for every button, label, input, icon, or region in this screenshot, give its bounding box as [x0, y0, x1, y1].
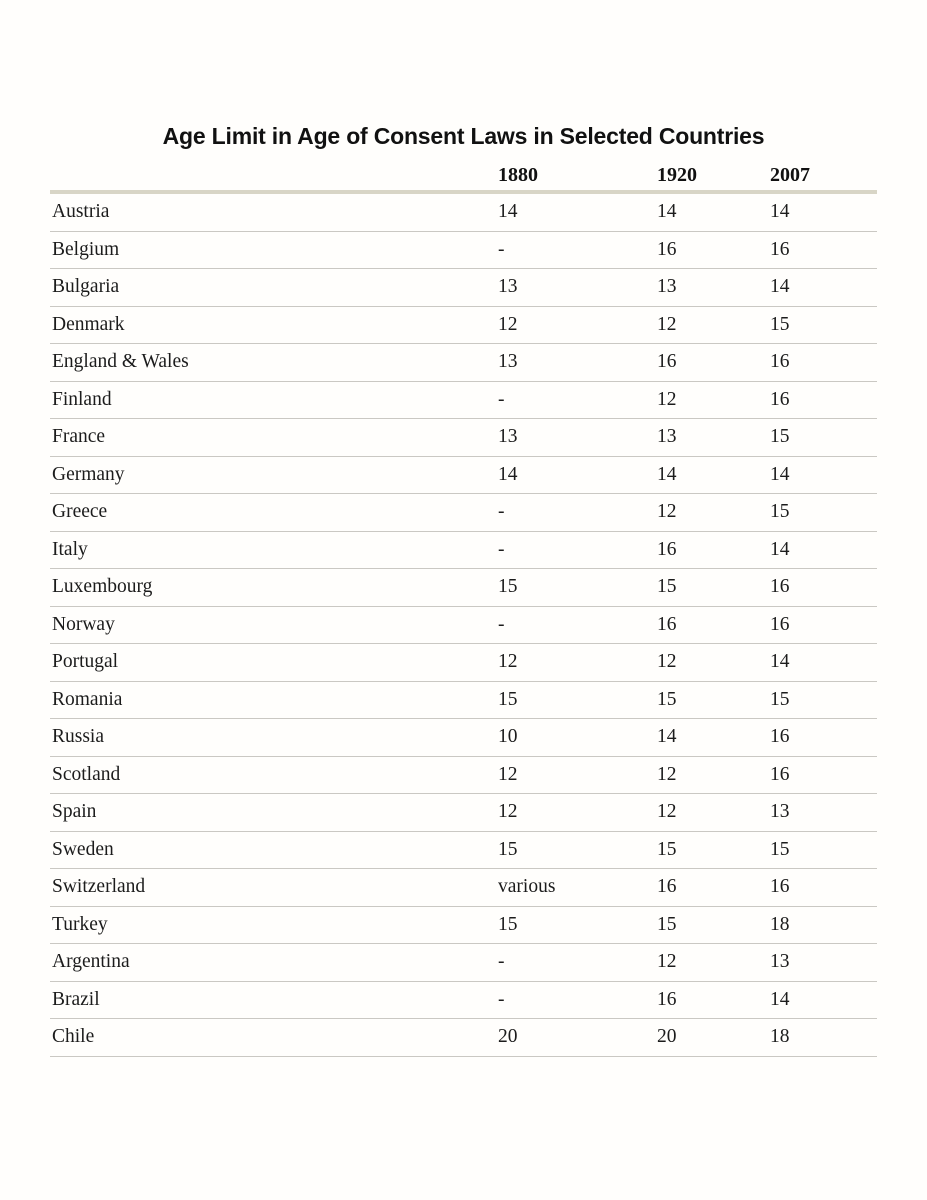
cell-country: Denmark	[52, 313, 125, 335]
cell-1880: 20	[498, 1026, 518, 1048]
cell-1920: 13	[657, 276, 677, 298]
cell-1920: 16	[657, 988, 677, 1010]
cell-1920: 12	[657, 501, 677, 523]
cell-country: England & Wales	[52, 351, 189, 373]
cell-country: Greece	[52, 501, 108, 523]
cell-1880: 13	[498, 276, 518, 298]
table-row	[50, 982, 877, 1020]
table-row	[50, 269, 877, 307]
cell-country: Portugal	[52, 651, 119, 673]
table-row	[50, 607, 877, 645]
table-row	[50, 569, 877, 607]
cell-1880: 12	[498, 763, 518, 785]
cell-1920: 15	[657, 576, 677, 598]
cell-country: Norway	[52, 613, 115, 635]
table-row	[50, 832, 877, 870]
cell-1880: 13	[498, 426, 518, 448]
cell-1920: 12	[657, 388, 677, 410]
cell-1880: -	[498, 501, 505, 523]
cell-1880: 14	[498, 463, 518, 485]
cell-2007: 15	[770, 688, 790, 710]
cell-1920: 12	[657, 801, 677, 823]
cell-2007: 16	[770, 351, 790, 373]
table-row	[50, 232, 877, 270]
header-cell-1920: 1920	[657, 163, 697, 186]
cell-1880: 13	[498, 351, 518, 373]
cell-1880: 15	[498, 913, 518, 935]
cell-1880: -	[498, 388, 505, 410]
cell-1880: -	[498, 988, 505, 1010]
header-cell-2007: 2007	[770, 163, 810, 186]
cell-country: Luxembourg	[52, 576, 153, 598]
cell-country: France	[52, 426, 106, 448]
cell-2007: 14	[770, 201, 790, 223]
cell-1920: 15	[657, 838, 677, 860]
cell-country: Brazil	[52, 988, 100, 1010]
cell-1880: 15	[498, 688, 518, 710]
cell-country: Chile	[52, 1026, 95, 1048]
cell-2007: 18	[770, 913, 790, 935]
table-row	[50, 719, 877, 757]
cell-1920: 16	[657, 538, 677, 560]
cell-1880: 14	[498, 201, 518, 223]
table-row	[50, 419, 877, 457]
cell-1880: various	[498, 876, 556, 898]
cell-country: Austria	[52, 201, 110, 223]
cell-1920: 15	[657, 688, 677, 710]
table-row	[50, 194, 877, 232]
cell-1920: 14	[657, 726, 677, 748]
table-row	[50, 382, 877, 420]
cell-2007: 16	[770, 876, 790, 898]
cell-1920: 16	[657, 613, 677, 635]
table-body	[50, 194, 877, 1057]
cell-1880: -	[498, 538, 505, 560]
cell-2007: 16	[770, 576, 790, 598]
table-row	[50, 907, 877, 945]
cell-country: Finland	[52, 388, 112, 410]
cell-1920: 12	[657, 651, 677, 673]
cell-1920: 12	[657, 763, 677, 785]
table-row	[50, 944, 877, 982]
cell-2007: 16	[770, 763, 790, 785]
cell-1920: 20	[657, 1026, 677, 1048]
cell-country: Romania	[52, 688, 123, 710]
cell-2007: 16	[770, 388, 790, 410]
cell-1880: -	[498, 238, 505, 260]
cell-country: Italy	[52, 538, 88, 560]
cell-1880: 12	[498, 313, 518, 335]
cell-1920: 16	[657, 238, 677, 260]
cell-2007: 16	[770, 613, 790, 635]
cell-2007: 14	[770, 988, 790, 1010]
cell-country: Turkey	[52, 913, 108, 935]
cell-2007: 16	[770, 238, 790, 260]
cell-country: Switzerland	[52, 876, 146, 898]
table-row	[50, 1019, 877, 1057]
table-row	[50, 869, 877, 907]
cell-1920: 14	[657, 463, 677, 485]
cell-2007: 16	[770, 726, 790, 748]
cell-1880: -	[498, 951, 505, 973]
cell-2007: 14	[770, 463, 790, 485]
table-row	[50, 682, 877, 720]
cell-1880: 15	[498, 838, 518, 860]
cell-country: Spain	[52, 801, 97, 823]
cell-1880: 12	[498, 651, 518, 673]
cell-1920: 16	[657, 876, 677, 898]
table-row	[50, 757, 877, 795]
cell-1920: 14	[657, 201, 677, 223]
cell-2007: 13	[770, 801, 790, 823]
cell-1920: 15	[657, 913, 677, 935]
cell-2007: 15	[770, 838, 790, 860]
cell-2007: 14	[770, 538, 790, 560]
cell-country: Germany	[52, 463, 125, 485]
cell-2007: 15	[770, 426, 790, 448]
cell-1920: 16	[657, 351, 677, 373]
cell-2007: 13	[770, 951, 790, 973]
table-row	[50, 794, 877, 832]
cell-country: Sweden	[52, 838, 114, 860]
cell-1920: 13	[657, 426, 677, 448]
table-header-row	[50, 160, 877, 194]
cell-1920: 12	[657, 313, 677, 335]
cell-2007: 15	[770, 501, 790, 523]
cell-2007: 14	[770, 276, 790, 298]
cell-1880: 15	[498, 576, 518, 598]
cell-1880: -	[498, 613, 505, 635]
cell-country: Russia	[52, 726, 105, 748]
cell-2007: 14	[770, 651, 790, 673]
cell-country: Argentina	[52, 951, 130, 973]
table-title: Age Limit in Age of Consent Laws in Selected Countries	[162, 123, 765, 149]
cell-country: Belgium	[52, 238, 120, 260]
cell-country: Scotland	[52, 763, 121, 785]
cell-2007: 15	[770, 313, 790, 335]
header-cell-1880: 1880	[498, 163, 538, 186]
age-of-consent-table	[50, 160, 877, 1057]
table-row	[50, 307, 877, 345]
cell-2007: 18	[770, 1026, 790, 1048]
cell-1920: 12	[657, 951, 677, 973]
table-row	[50, 644, 877, 682]
table-row	[50, 532, 877, 570]
cell-country: Bulgaria	[52, 276, 120, 298]
cell-1880: 10	[498, 726, 518, 748]
table-row	[50, 494, 877, 532]
cell-1880: 12	[498, 801, 518, 823]
table-row	[50, 457, 877, 495]
table-row	[50, 344, 877, 382]
